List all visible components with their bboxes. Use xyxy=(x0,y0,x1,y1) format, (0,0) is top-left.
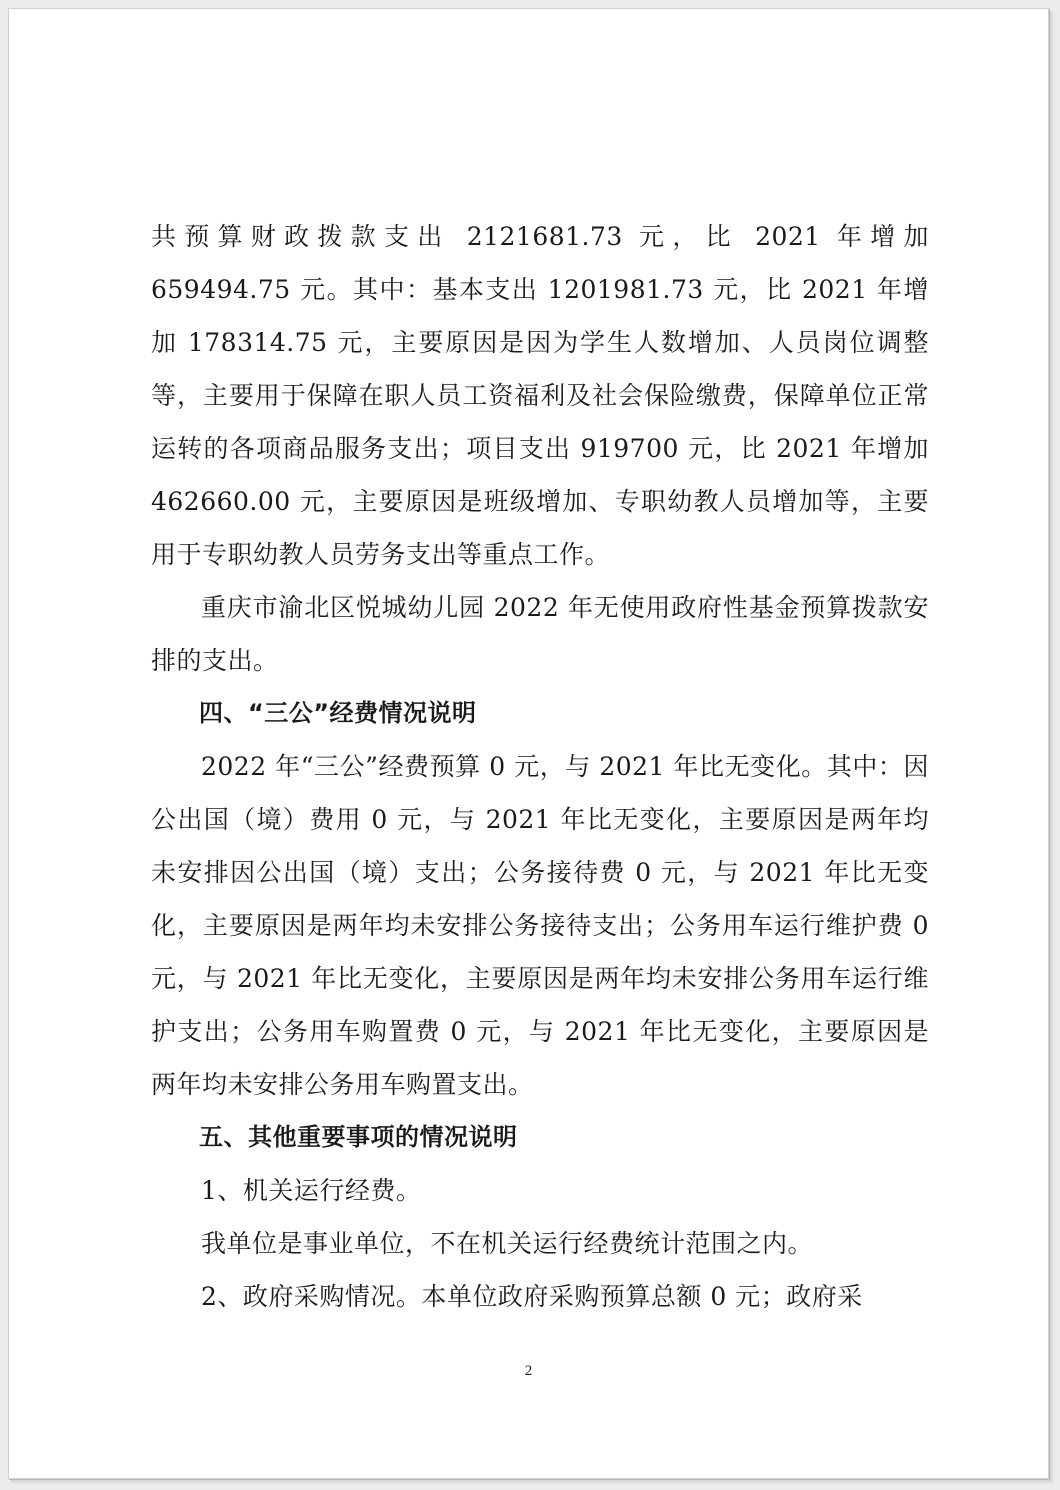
paragraph-fiscal-expenditure: 共预算财政拨款支出 2121681.73 元，比 2021 年增加 659494.75 元。其中：基本支出 1201981.73 元，比 2021 年增加 178314.75 元，主要原因是因为学生人数增加、人员岗位调整等，主要用于保障在职人员工资福利及社会保险缴费，保障单位正常运转的各项商品服务支出；项目支出 919700 元，比 2021 年增加 462660.00 元，主要原因是班级增加、专职幼教人员增加等，主要用于专职幼教人员劳务支出等重点工作。 xyxy=(151,222,929,569)
document-body xyxy=(151,210,929,1323)
section-heading-other-matters: 五、其他重要事项的情况说明 xyxy=(199,1123,518,1151)
paragraph-government-fund: 重庆市渝北区悦城幼儿园 2022 年无使用政府性基金预算拨款安排的支出。 xyxy=(151,593,929,675)
paragraph-operating-expenses-note: 我单位是事业单位，不在机关运行经费统计范围之内。 xyxy=(201,1229,814,1258)
section-heading-three-public: 四、“三公”经费情况说明 xyxy=(199,699,477,727)
paragraph-three-public-expenses: 2022 年“三公”经费预算 0 元，与 2021 年比无变化。其中：因公出国（境）费用 0 元，与 2021 年比无变化，主要原因是两年均未安排因公出国（境）支出；公务接待费 0 元，与 2021 年比无变化，主要原因是两年均未安排公务接待支出；公务用车运行维护费 0 元，与 2021 年比无变化，主要原因是两年均未安排公务用车运行维护支出；公务用车购置费 0 元，与 2021 年比无变化，主要原因是两年均未安排公务用车购置支出。 xyxy=(151,752,929,1099)
paragraph-operating-expenses-title: 1、机关运行经费。 xyxy=(201,1176,422,1205)
document-page xyxy=(8,8,1049,1479)
page-number: 2 xyxy=(524,1363,533,1379)
paragraph-procurement: 2、政府采购情况。本单位政府采购预算总额 0 元；政府采 xyxy=(201,1282,863,1311)
